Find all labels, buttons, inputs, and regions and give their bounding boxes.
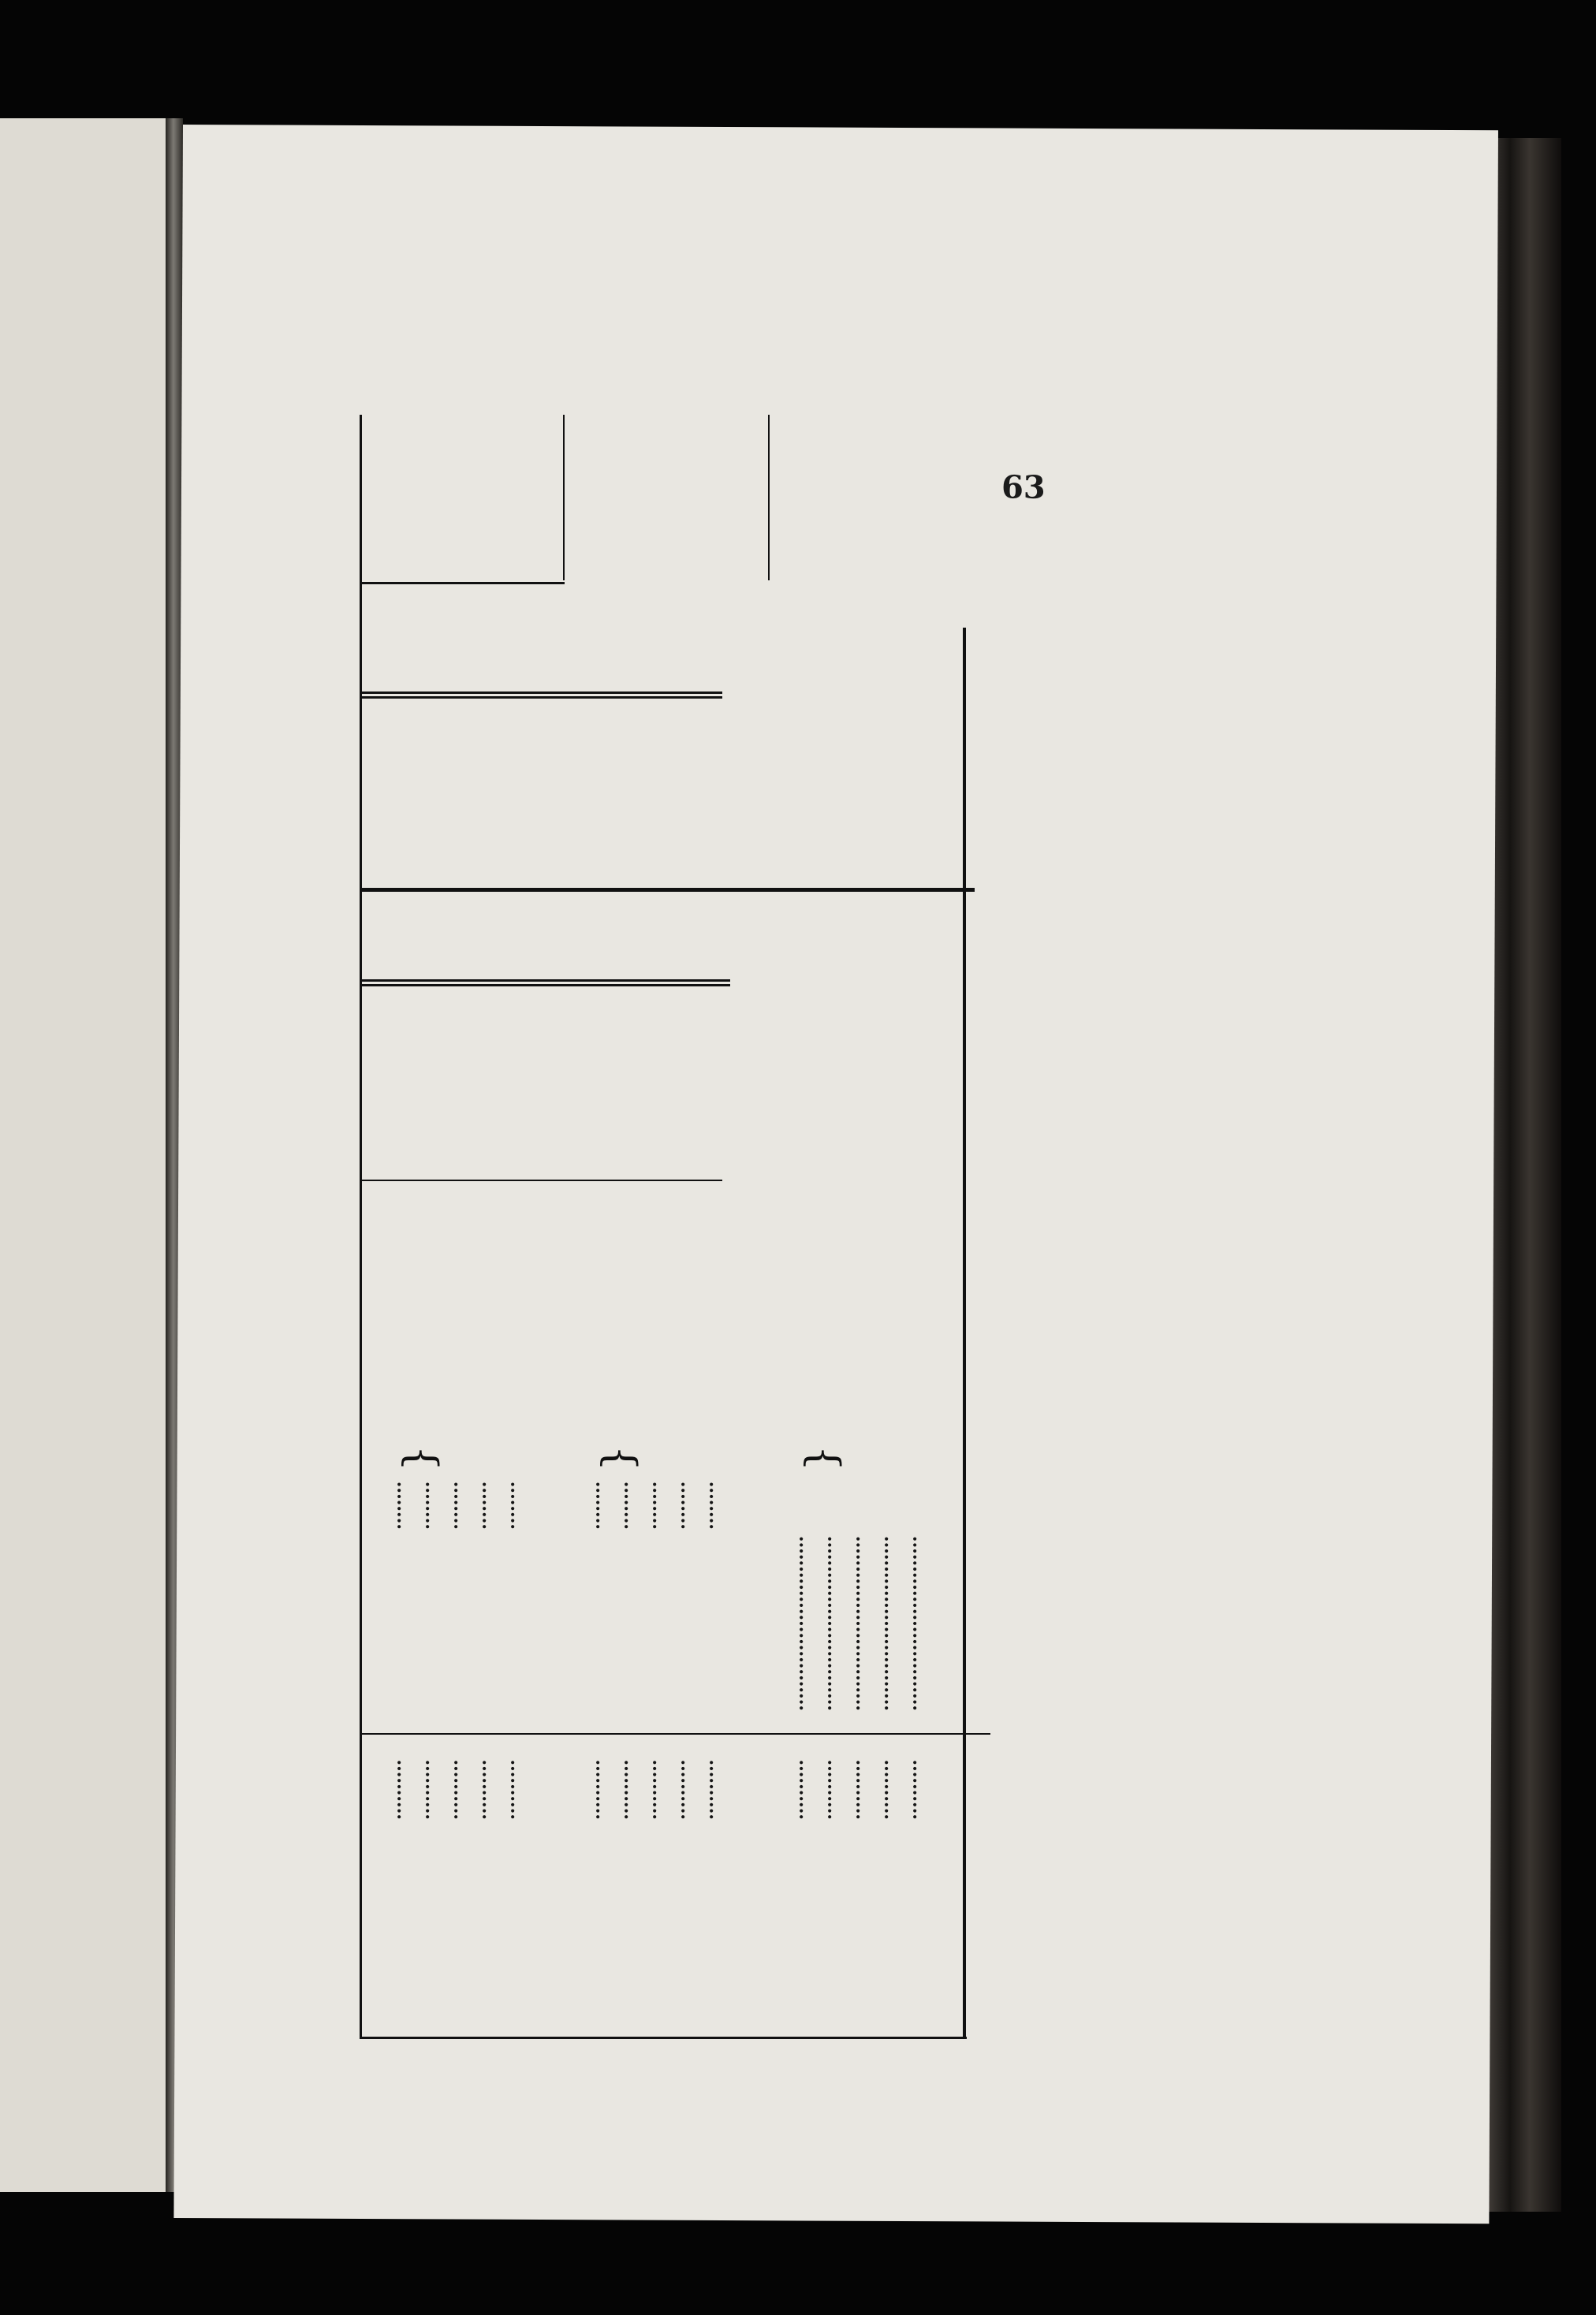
row-dots: ........ [470,1481,490,1530]
row-dots: ............................. [901,1535,921,1711]
row-dots: .......... [697,1759,718,1820]
row-dots: .......... [413,1759,434,1820]
r2-heavy-rule [360,888,975,892]
row-dots: .......... [584,1759,604,1820]
group-sep-1 [563,415,565,580]
row-dots: ........ [640,1481,661,1530]
row-dots: .......... [498,1759,519,1820]
row-dots: .......... [844,1759,864,1820]
score-table-body [352,415,975,2039]
row-dots: ........ [584,1481,604,1530]
page-number: 63 [1001,468,1046,506]
sum1-rule [360,984,730,986]
group-brace: } [595,1445,642,1471]
group-brace: } [396,1445,443,1471]
row-dots: ............................. [815,1535,836,1711]
score-start-rule [360,1180,722,1181]
sum2-rule-b [360,692,722,694]
name-split-line [383,1733,990,1735]
row-dots: ........ [442,1481,462,1530]
sum1-rule-b [360,979,730,982]
row-dots: .......... [470,1759,490,1820]
row-dots: .......... [442,1759,462,1820]
table-left-rule [360,2037,967,2039]
table-top-rule [360,415,362,2039]
row-dots: ............................. [872,1535,893,1711]
group-brace: } [798,1445,845,1471]
row-dots: .......... [901,1759,921,1820]
row-dots: .......... [612,1759,632,1820]
total-rule [360,582,565,584]
row-dots: .......... [385,1759,405,1820]
row-dots: ........ [669,1481,689,1530]
row-dots: .......... [669,1759,689,1820]
row-dots: ............................. [844,1535,864,1711]
row-dots: .......... [640,1759,661,1820]
row-dots: ............................. [787,1535,807,1711]
row-dots: .......... [815,1759,836,1820]
row-dots: ........ [385,1481,405,1530]
row-dots: .......... [787,1759,807,1820]
left-page-edge [0,118,170,2192]
row-dots: .......... [872,1759,893,1820]
row-dots: ........ [413,1481,434,1530]
row-dots: ........ [612,1481,632,1530]
score-table [352,415,975,2039]
row-dots: ........ [498,1481,519,1530]
table-bottom-rule [963,628,966,2039]
sum2-rule [360,696,722,699]
group-sep-2 [768,415,770,580]
row-dots: ........ [697,1481,718,1530]
